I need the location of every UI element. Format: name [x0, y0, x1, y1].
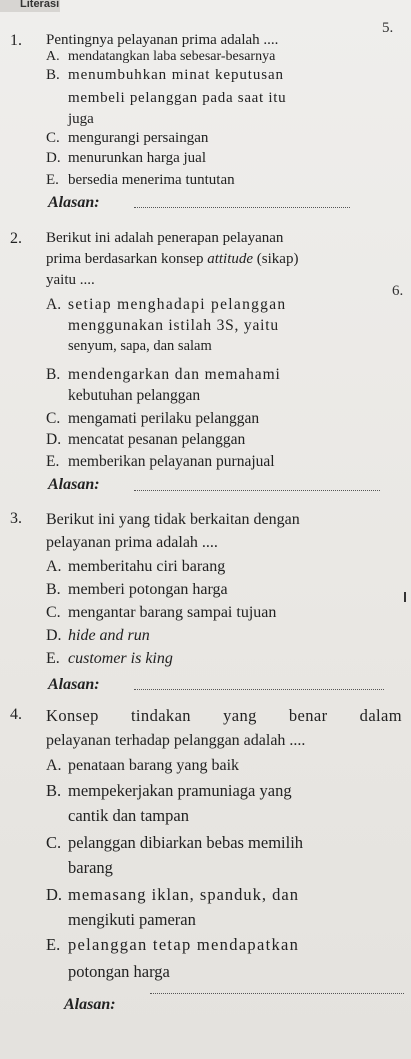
question-1-option-d: D. menurunkan harga jual	[46, 150, 207, 166]
question-2-stem-line-2: prima berdasarkan konsep attitude (sikap)	[46, 251, 299, 267]
question-3-stem-line-2: pelayanan prima adalah ....	[46, 534, 218, 551]
question-4-option-b: B. mempekerjakan pramuniaga yang cantik dan tampan	[46, 781, 292, 825]
question-1-reason-label: Alasan:	[48, 194, 100, 211]
question-4-reason-label: Alasan:	[64, 996, 116, 1013]
header-label: Literasi	[20, 0, 60, 10]
question-1-option-a: A. mendatangkan laba sebesar-besarnya	[46, 49, 276, 64]
question-4-reason-line[interactable]	[150, 993, 404, 994]
question-3-stem-line-1: Berikut ini yang tidak berkaitan dengan	[46, 511, 300, 528]
question-1-reason-line[interactable]	[134, 207, 350, 208]
question-3-number: 3.	[10, 510, 22, 527]
question-2-option-e: E. memberikan pelayanan purnajual	[46, 453, 275, 470]
question-3-option-a: A. memberitahu ciri barang	[46, 558, 226, 575]
question-2-option-d: D. mencatat pesanan pelanggan	[46, 431, 246, 448]
question-3-option-d: D. hide and run	[46, 627, 150, 644]
question-2-number: 2.	[10, 230, 22, 247]
question-4-number: 4.	[10, 706, 22, 723]
question-2-option-b: B. mendengarkan dan memahami kebutuhan pelanggan	[46, 366, 281, 404]
question-2-option-c: C. mengamati perilaku pelanggan	[46, 410, 260, 427]
question-1-stem: Pentingnya pelayanan prima adalah ....	[46, 32, 279, 48]
question-4-option-a: A. penataan barang yang baik	[46, 757, 240, 774]
question-4-stem-line-1: Konsep tindakan yang benar dalam	[46, 706, 402, 725]
side-number-5: 5.	[382, 20, 394, 36]
question-1-option-c: C. mengurangi persaingan	[46, 130, 209, 146]
question-4-stem-line-2: pelayanan terhadap pelanggan adalah ....	[46, 732, 306, 749]
question-4-option-d: D. memasang iklan, spanduk, dan mengikuti pameran	[46, 885, 299, 929]
question-2-reason-label: Alasan:	[48, 476, 100, 493]
side-number-6: 6.	[392, 283, 404, 299]
question-3-reason-line[interactable]	[134, 689, 384, 690]
question-1-option-e: E. bersedia menerima tuntutan	[46, 172, 235, 188]
question-1-number: 1.	[10, 32, 22, 49]
question-2-stem-line-3: yaitu ....	[46, 272, 95, 288]
question-2-stem-line-1: Berikut ini adalah penerapan pelayanan	[46, 230, 284, 246]
question-2-stem-italic-word: attitude	[207, 251, 254, 267]
edge-mark	[404, 592, 406, 602]
question-2-reason-line[interactable]	[134, 490, 380, 491]
question-4-option-e: E. pelanggan tetap mendapatkan potongan harga	[46, 935, 300, 981]
question-2-option-a: A. setiap menghadapi pelanggan menggunakan istilah 3S, yaitu senyum, sapa, dan salam	[46, 296, 287, 354]
question-1-option-b: B. menumbuhkan minat keputusan membeli pelanggan pada saat itu juga	[46, 67, 287, 127]
question-3-option-e: E. customer is king	[46, 650, 173, 667]
question-3-reason-label: Alasan:	[48, 676, 100, 693]
question-3-option-c: C. mengantar barang sampai tujuan	[46, 604, 277, 621]
question-4-option-c: C. pelanggan dibiarkan bebas memilih barang	[46, 833, 304, 877]
question-3-option-b: B. memberi potongan harga	[46, 581, 228, 598]
